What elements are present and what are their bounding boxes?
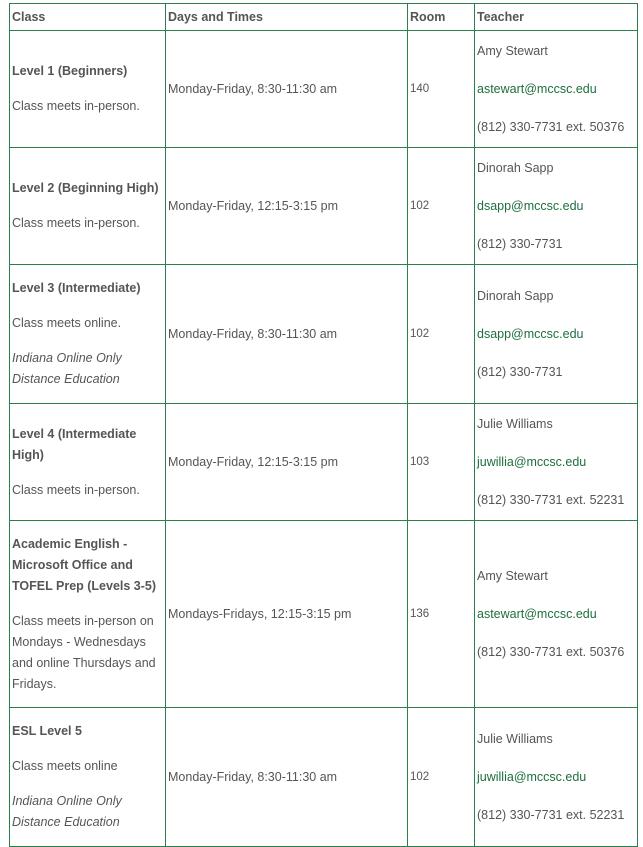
teacher-email-link[interactable]: juwillia@mccsc.edu (477, 454, 587, 469)
room-cell: 103 (408, 404, 475, 521)
teacher-name: Julie Williams (477, 731, 553, 746)
teacher-name: Dinorah Sapp (477, 288, 554, 303)
class-format-note: Class meets in-person. (12, 99, 140, 113)
teacher-email-link[interactable]: astewart@mccsc.edu (477, 81, 597, 96)
header-days-and-times: Days and Times (166, 4, 408, 31)
teacher-name: Amy Stewart (477, 43, 548, 58)
days-cell: Monday-Friday, 8:30-11:30 am (166, 265, 408, 404)
header-teacher: Teacher (475, 4, 638, 31)
teacher-name: Amy Stewart (477, 568, 548, 583)
class-cell (10, 265, 166, 404)
header-class: Class (10, 4, 166, 31)
teacher-phone: (812) 330-7731 ext. 50376 (477, 644, 625, 659)
teacher-phone: (812) 330-7731 ext. 50376 (477, 119, 625, 134)
room-cell: 136 (408, 521, 475, 708)
table-header-row (10, 4, 638, 31)
class-cell (10, 31, 166, 148)
distance-education-note: Indiana Online Only Distance Education (12, 794, 122, 829)
class-cell (10, 521, 166, 708)
room-cell: 102 (408, 148, 475, 265)
teacher-cell (475, 404, 638, 521)
teacher-email-link[interactable]: dsapp@mccsc.edu (477, 198, 584, 213)
table-row (10, 404, 638, 521)
days-cell: Monday-Friday, 12:15-3:15 pm (166, 148, 408, 265)
teacher-cell (475, 31, 638, 148)
class-format-note: Class meets in-person. (12, 216, 140, 230)
room-cell: 102 (408, 708, 475, 847)
teacher-email-link[interactable]: juwillia@mccsc.edu (477, 769, 587, 784)
class-name: Academic English - Microsoft Office and TOFEL Prep (Levels 3-5) (12, 536, 157, 593)
teacher-phone: (812) 330-7731 ext. 52231 (477, 807, 625, 822)
days-cell: Monday-Friday, 8:30-11:30 am (166, 31, 408, 148)
class-name: Level 3 (Intermediate) (12, 281, 141, 295)
table-row (10, 265, 638, 404)
teacher-phone: (812) 330-7731 (477, 236, 563, 251)
table-row (10, 708, 638, 847)
class-format-note: Class meets in-person. (12, 482, 140, 497)
distance-education-note: Indiana Online Only Distance Education (12, 351, 122, 386)
teacher-name: Julie Williams (477, 416, 553, 431)
room-cell: 102 (408, 265, 475, 404)
class-name: ESL Level 5 (12, 724, 82, 738)
class-cell (10, 708, 166, 847)
teacher-email-link[interactable]: astewart@mccsc.edu (477, 606, 597, 621)
teacher-phone: (812) 330-7731 ext. 52231 (477, 492, 625, 507)
class-schedule-table (9, 3, 638, 847)
header-room: Room (408, 4, 475, 31)
teacher-name: Dinorah Sapp (477, 160, 554, 175)
teacher-cell (475, 521, 638, 708)
class-name: Level 4 (Intermediate High) (12, 426, 137, 462)
class-format-note: Class meets in-person on Mondays - Wednesdays and online Thursdays and Fridays. (12, 613, 156, 691)
table-row (10, 521, 638, 708)
class-format-note: Class meets online. (12, 316, 122, 330)
class-name: Level 1 (Beginners) (12, 64, 128, 78)
class-cell (10, 404, 166, 521)
days-cell: Monday-Friday, 8:30-11:30 am (166, 708, 408, 847)
class-format-note: Class meets online (12, 759, 118, 773)
days-cell: Mondays-Fridays, 12:15-3:15 pm (166, 521, 408, 708)
room-cell: 140 (408, 31, 475, 148)
table-row (10, 31, 638, 148)
teacher-phone: (812) 330-7731 (477, 364, 563, 379)
table-row (10, 148, 638, 265)
teacher-email-link[interactable]: dsapp@mccsc.edu (477, 326, 584, 341)
teacher-cell (475, 708, 638, 847)
class-cell (10, 148, 166, 265)
days-cell: Monday-Friday, 12:15-3:15 pm (166, 404, 408, 521)
teacher-cell (475, 148, 638, 265)
class-name: Level 2 (Beginning High) (12, 181, 159, 195)
teacher-cell (475, 265, 638, 404)
